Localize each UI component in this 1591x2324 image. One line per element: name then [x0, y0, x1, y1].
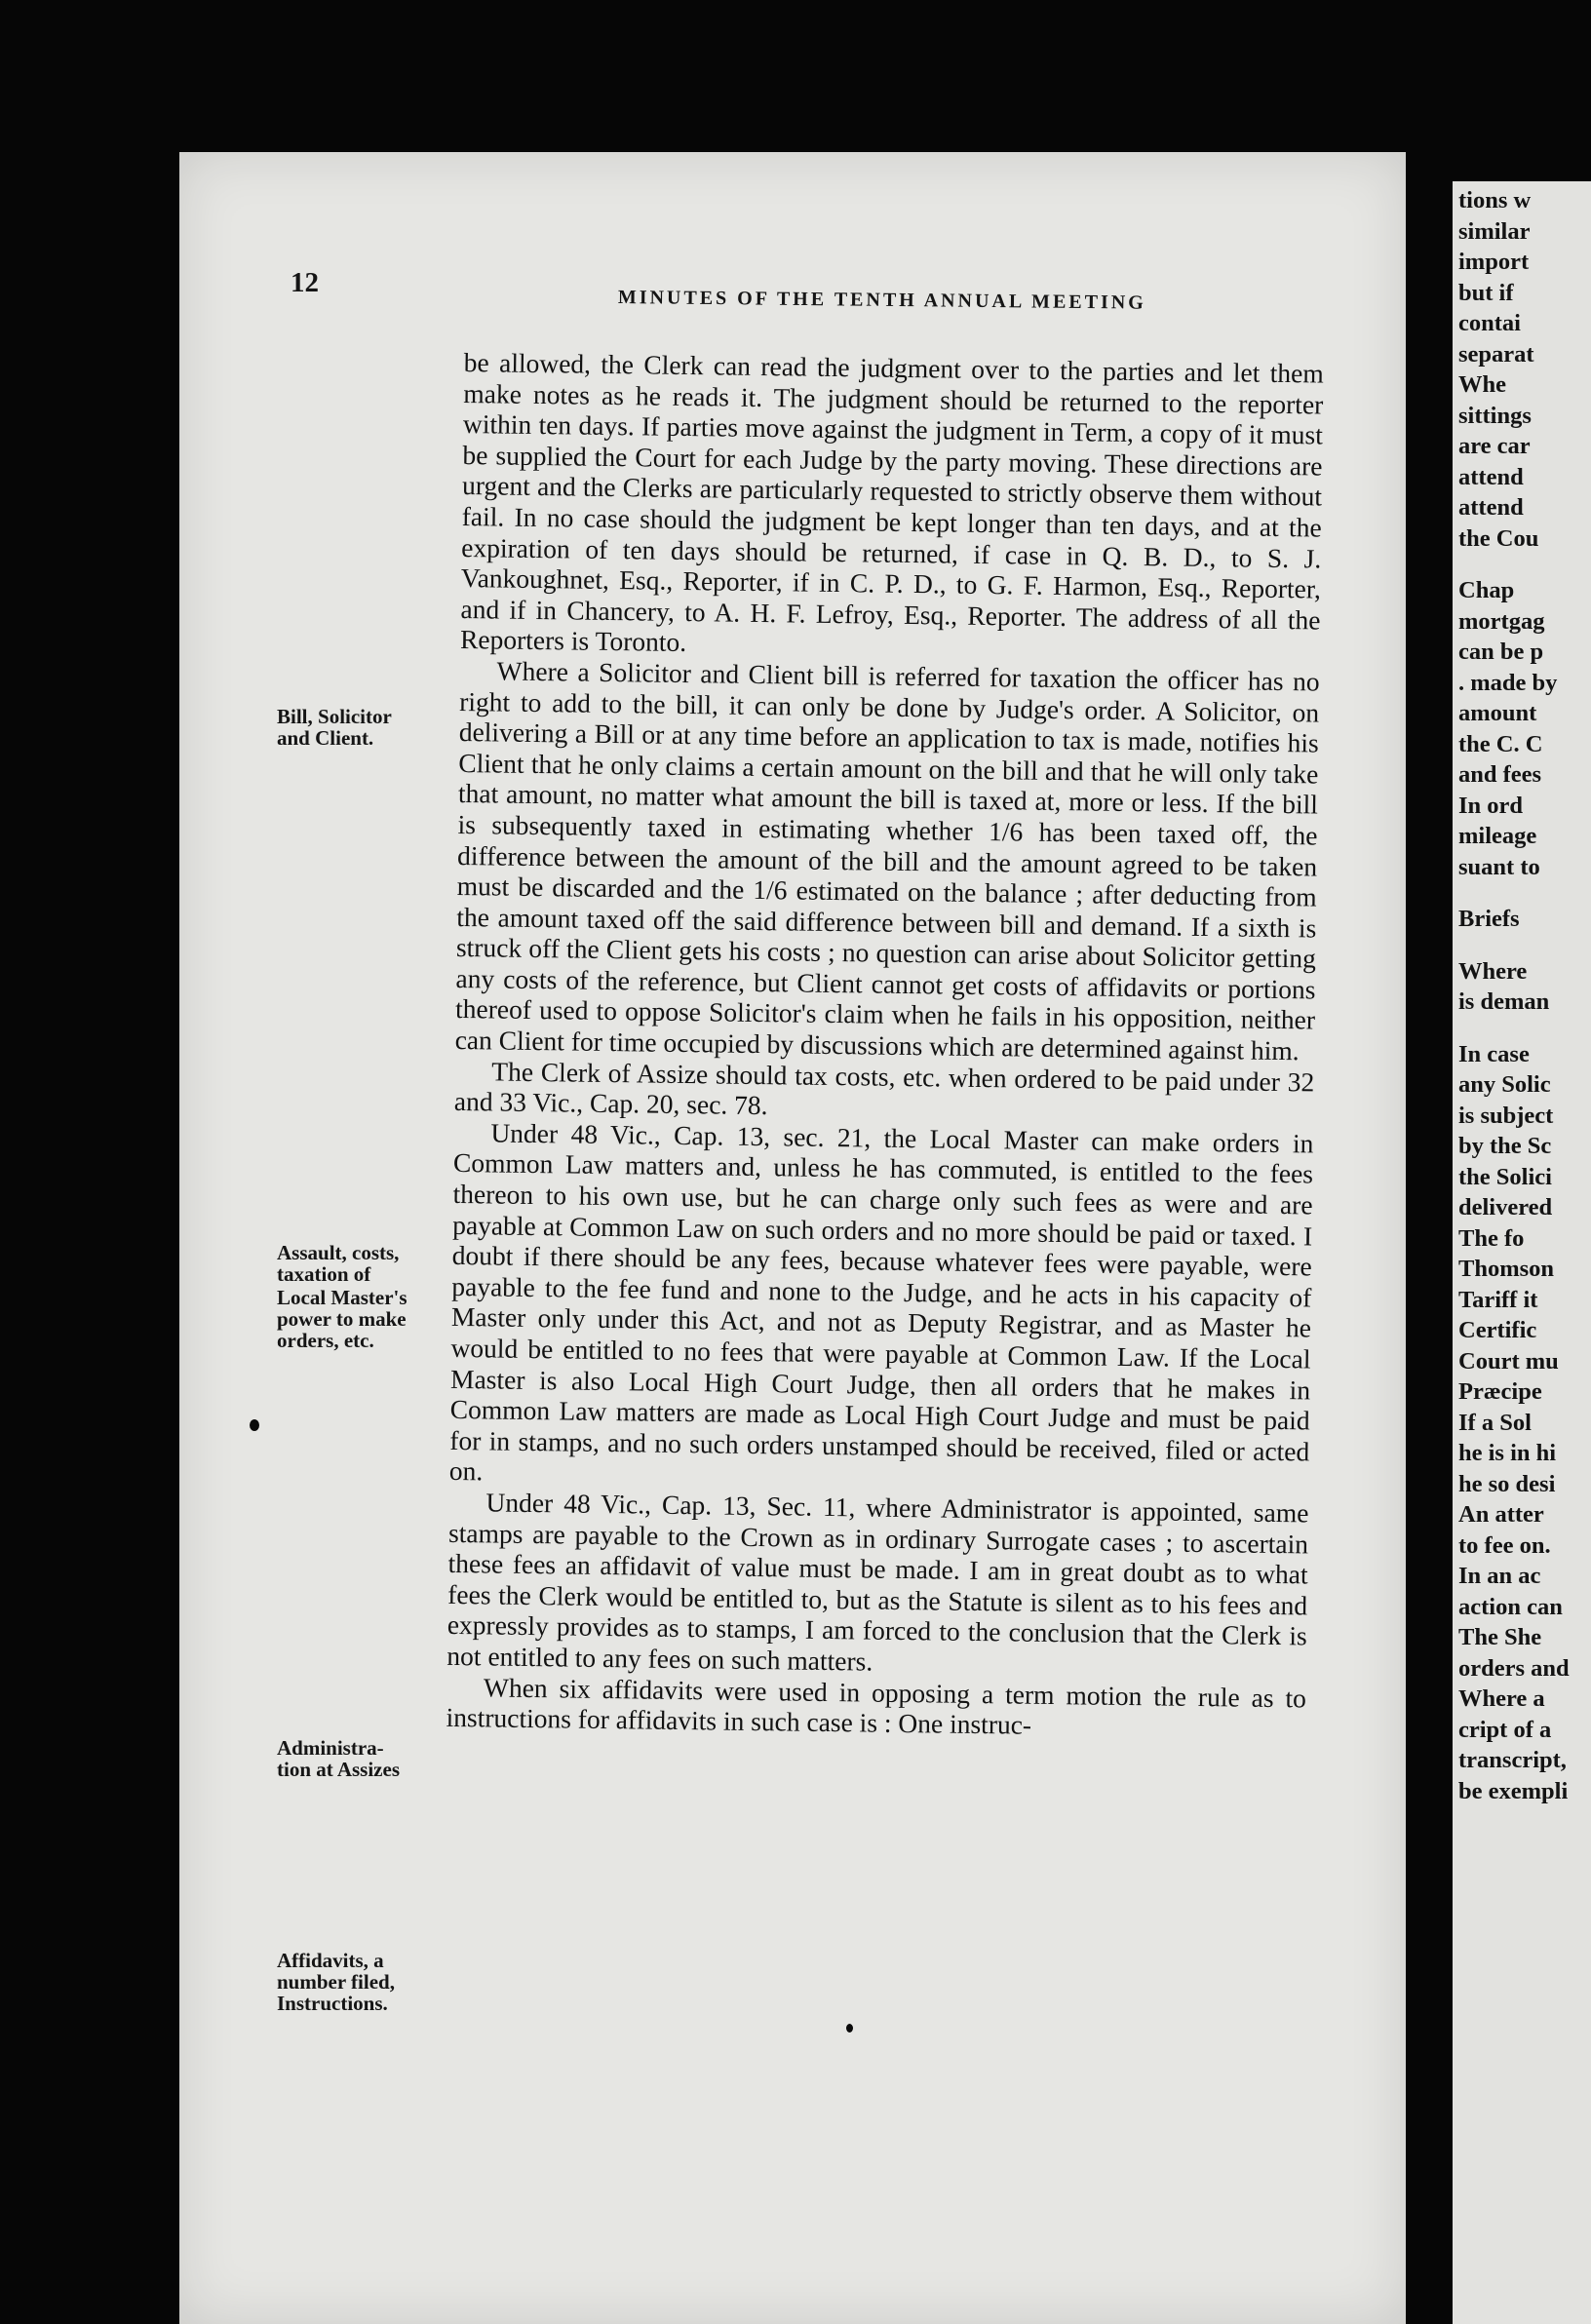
- facing-page-line: Court mu: [1458, 1347, 1559, 1375]
- running-head: MINUTES OF THE TENTH ANNUAL MEETING: [617, 287, 1146, 314]
- facing-page-line: transcript,: [1458, 1747, 1567, 1773]
- facing-page-line: [1458, 1018, 1591, 1039]
- facing-page-line: mileage: [1458, 823, 1537, 849]
- facing-page-line: by the Sc: [1458, 1133, 1552, 1159]
- facing-page-line: are car: [1458, 433, 1531, 459]
- paragraph: When six affidavits were used in opposing a term motion the rule as to instructions for affidavits in such case is : One instruc-: [446, 1671, 1307, 1740]
- facing-page-line: amount: [1458, 700, 1537, 726]
- facing-page-line: An atter: [1458, 1501, 1544, 1528]
- facing-page-line: . made by: [1458, 669, 1558, 696]
- facing-page-line: In ord: [1458, 792, 1524, 819]
- facing-page-line: to fee on.: [1458, 1531, 1551, 1559]
- ink-speck: [250, 1419, 259, 1431]
- facing-page-line: be exempli: [1458, 1777, 1569, 1804]
- facing-page-line: is subject: [1458, 1102, 1554, 1129]
- paragraph: Where a Solicitor and Client bill is referred for taxation the officer has no right to add to the bill, it can only be done by Judge's order. A Solicitor, on delivering a Bill or at any time before an application to tax is made, notifies his Client that he only claims a certain amount on the bill and that he will only take that amount, no matter what amount the bill is taxed at, more or less. If the bill is subsequently taxed in estimating whether 1/6 has been taxed off, the difference between the amount of the bill and the amount agreed to be taken must be discarded and the 1/6 estimated on the balance ; after deducting from the amount taxed off the said difference between bill and demand. If a sixth is struck off the Client gets his costs ; no question can arise about Solicitor getting any costs of the reference, but Client cannot get costs of affidavits or portions thereof used to oppose Solicitor's claim when he fails in his opposition, neither can Client for time occupied by discussions which are determined against him.: [454, 655, 1320, 1066]
- facing-page-line: [1458, 935, 1591, 956]
- ink-speck: [846, 2024, 853, 2033]
- facing-page-line: suant to: [1458, 853, 1540, 880]
- book-page: [179, 152, 1406, 2324]
- facing-page-line: attend: [1458, 494, 1524, 521]
- margin-note-bill-solicitor-client: Bill, Solicitor and Client.: [277, 705, 392, 750]
- facing-page-line: orders and: [1458, 1654, 1570, 1682]
- margin-note-local-master: Local Master's power to make orders, etc.: [277, 1286, 407, 1352]
- facing-page-column: [1458, 185, 1591, 1806]
- facing-page-line: contai: [1458, 310, 1521, 336]
- facing-page-line: In an ac: [1458, 1563, 1541, 1589]
- facing-page-line: but if: [1458, 279, 1514, 306]
- facing-page-line: and fees: [1458, 761, 1542, 788]
- page-number: 12: [291, 267, 319, 298]
- paragraph: Under 48 Vic., Cap. 13, Sec. 11, where Administrator is appointed, same stamps are payable to the Crown as in ordinary Surrogate cases ; to ascertain these fees an affidavit of value must be made. I am in great doubt as to what fees the Clerk would be entitled to, but as the Statute is silent as to his fees and expressly provides as to stamps, I am forced to the conclusion that the Clerk is not entitled to any fees on such matters.: [446, 1487, 1309, 1677]
- facing-page-line: If a Sol: [1458, 1409, 1532, 1436]
- facing-page-line: Certific: [1458, 1317, 1537, 1343]
- paragraph: The Clerk of Assize should tax costs, etc. when ordered to be paid under 32 and 33 Vic., Cap. 20, sec. 78.: [453, 1056, 1315, 1121]
- facing-page-line: attend: [1458, 463, 1524, 490]
- facing-page-line: Chap: [1458, 577, 1515, 603]
- facing-page-line: Where: [1458, 957, 1528, 985]
- paragraph: Under 48 Vic., Cap. 13, sec. 21, the Local Master can make orders in Common Law matters and, unless he has commuted, is entitled to the fees thereon to his own use, but he can charge only such fees as were and are payable at Common Law on such orders and no more should be paid or taxed. I doubt if there should be any fees, because whatever fees were payable, were payable to the fee fund and none to the Judge, and he acts in his capacity of Master only under this Act, and not as Deputy Registrar, and as Master he would be entitled to no fees that were payable at Common Law. If the Local Master is also Local High Court Judge, then all orders that he makes in Common Law matters are made as Local High Court Judge and must be paid for in stamps, and no such orders unstamped should be received, filed or acted on.: [448, 1117, 1314, 1487]
- facing-page-line: any Solic: [1458, 1071, 1551, 1098]
- paragraph: be allowed, the Clerk can read the judgment over to the parties and let them make notes as he reads it. The judgment should be returned to the reporter within ten days. If parties move against the judgment in Term, a copy of it must be supplied the Court for each Judge by the party moving. These directions are urgent and the Clerks are particularly requested to strictly observe them without fail. In no case should the judgment be kept longer than ten days, and at the expiration of ten days should be returned, if case in Q. B. D., to S. J. Vankoughnet, Esq., Reporter, if in C. P. D., to G. F. Harmon, Esq., Reporter, and if in Chancery, to A. H. F. Lefroy, Esq., Reporter. The address of all the Reporters is Toronto.: [459, 347, 1324, 658]
- margin-note-assault-costs: Assault, costs, taxation of: [277, 1241, 400, 1286]
- facing-page-line: Briefs: [1458, 906, 1520, 932]
- facing-page-line: Præcipe: [1458, 1378, 1542, 1405]
- facing-page-line: tions w: [1458, 187, 1532, 213]
- facing-page-line: Whe: [1458, 371, 1506, 398]
- facing-page-line: delivered: [1458, 1194, 1553, 1220]
- facing-page-line: The fo: [1458, 1224, 1525, 1252]
- facing-page-line: [1458, 882, 1591, 904]
- facing-page-line: import: [1458, 249, 1530, 275]
- facing-page-line: the Cou: [1458, 524, 1539, 552]
- facing-page-line: he so desi: [1458, 1470, 1556, 1497]
- facing-page-line: The She: [1458, 1624, 1542, 1650]
- facing-page-line: is deman: [1458, 988, 1550, 1015]
- margin-note-affidavits: Affidavits, a number filed, Instructions.: [277, 1949, 395, 2015]
- facing-page-line: Tariff it: [1458, 1286, 1538, 1313]
- facing-page-line: Thomson: [1458, 1256, 1555, 1282]
- facing-page-line: the Solici: [1458, 1163, 1552, 1190]
- facing-page-line: In case: [1458, 1040, 1530, 1067]
- facing-page-line: separat: [1458, 340, 1534, 368]
- body-text: [446, 347, 1324, 1744]
- facing-page-line: action can: [1458, 1593, 1563, 1620]
- facing-page-line: similar: [1458, 217, 1531, 245]
- facing-page-line: [1458, 554, 1591, 575]
- facing-page-line: mortgag: [1458, 607, 1545, 635]
- facing-page-line: the C. C: [1458, 730, 1543, 757]
- facing-page-line: can be p: [1458, 639, 1544, 665]
- facing-page-line: Where a: [1458, 1685, 1545, 1712]
- facing-page-line: he is in hi: [1458, 1440, 1557, 1466]
- margin-note-administration-assizes: Administra- tion at Assizes: [277, 1736, 400, 1781]
- facing-page-line: sittings: [1458, 402, 1532, 429]
- facing-page-line: cript of a: [1458, 1716, 1552, 1743]
